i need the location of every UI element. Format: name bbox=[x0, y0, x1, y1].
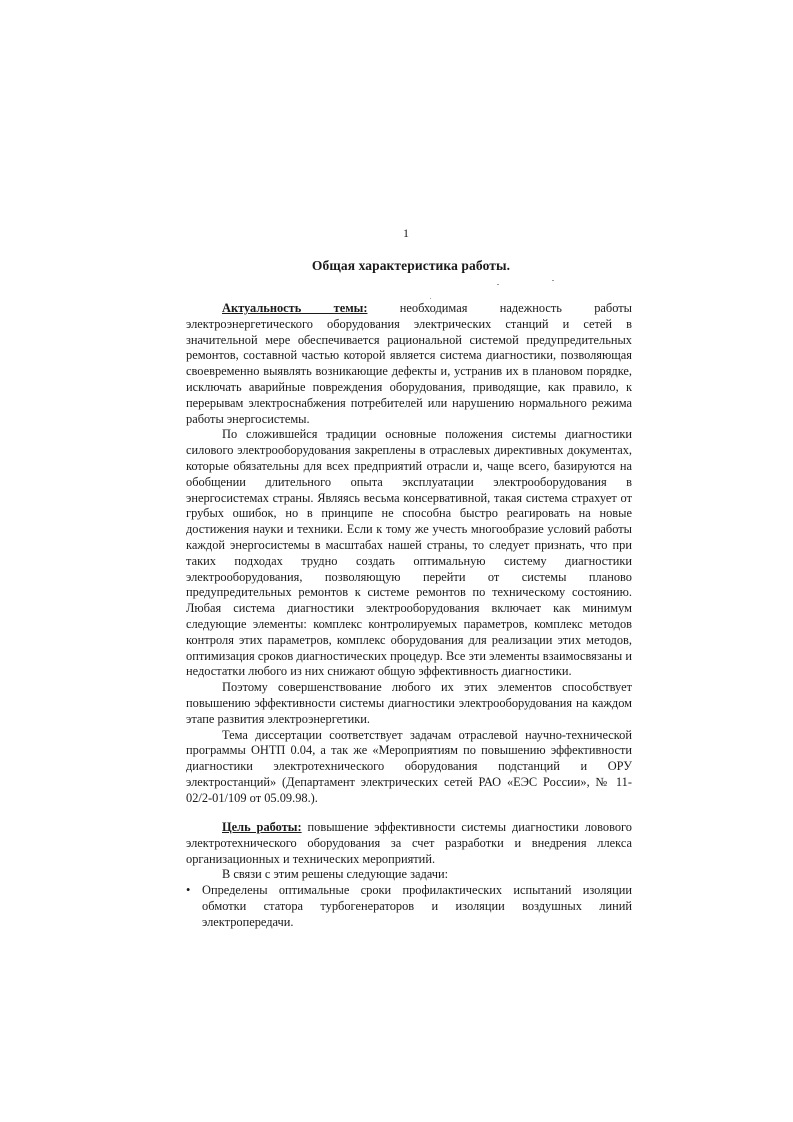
goal-heading: Цель работы: bbox=[222, 820, 302, 834]
goal-text: повышение эффективности системы диагностики ловового электротехнического оборудования за счет разработки и внедрения ллекса организационных и технических мероприятий. bbox=[186, 820, 632, 866]
paragraph-improvement: Поэтому совершенствование любого их этих элементов способствует повышению эффективности системы диагностики электрооборудования на каждом этапе развития электроэнергетики. bbox=[186, 680, 632, 726]
relevance-heading: Актуальность темы: bbox=[222, 301, 368, 315]
scan-speck bbox=[552, 280, 554, 281]
tasks-intro: В связи с этим решены следующие задачи: bbox=[222, 867, 449, 882]
scan-speck bbox=[430, 298, 431, 299]
paragraph-tradition: По сложившейся традиции основные положения системы диагностики силового электрооборудования закреплены в отраслевых директивных документах, которые обязательны для всех предприятий отрасли и, чаще всего, базируются на обобщении длительного опыта эксплуатации электрооборудования в энергосистемах страны. Являясь весьма консервативной, такая система страхует от грубых ошибок, но в принципе не способна быстро реагировать на новые достижения науки и техники. Если к тому же учесть многообразие условий работы каждой энергосистемы в масштабах нашей страны, то следует признать, что при таких подходах трудно создать оптимальную систему диагностики электрооборудования, позволяющую перейти от системы планово предупредительных ремонтов к системе ремонтов по техническому состоянию. Любая система диагностики электрооборудования включает как минимум следующие элементы: комплекс контролируемых параметров, комплекс методов контроля этих параметров, комплекс оборудования для реализации этих методов, оптимизация сроков диагностических процедур. Все эти элементы взаимосвязаны и недостатки любого из них снижают общую эффективность диагностики. bbox=[186, 427, 632, 679]
task-text: Определены оптимальные сроки профилактических испытаний изоляции обмотки статора турбогенераторов и изоляции воздушных линий электропередачи. bbox=[202, 883, 632, 929]
relevance-paragraph bbox=[186, 301, 632, 427]
goal-paragraph bbox=[186, 820, 632, 867]
task-item bbox=[186, 883, 632, 930]
page-title: Общая характеристика работы. bbox=[311, 258, 511, 273]
page-number: 1 bbox=[403, 226, 409, 240]
main-text-block bbox=[186, 301, 632, 807]
relevance-text: необходимая надежность работы электроэнергетического оборудования электрических станций и сетей в значительной мере обеспечивается рациональной системой предупредительных ремонтов, составной частью которой является система диагностики, позволяющая своевременно выявлять возникающие дефекты и, устранив их в плановом порядке, исключать аварийные повреждения оборудования, приводящие, как правило, к перерывам электроснабжения потребителей или нарушению нормального режима работы энергосистемы. bbox=[186, 301, 632, 426]
scan-speck bbox=[497, 284, 499, 285]
bullet-icon: • bbox=[186, 883, 191, 898]
goal-text-block bbox=[186, 820, 632, 931]
paragraph-dissertation-topic: Тема диссертации соответствует задачам отраслевой научно-технической программы ОНТП 0.04, а так же «Мероприятиям по повышению эффективности диагностики электротехнического оборудования подстанций и ОРУ электростанций» (Департамент электрических сетей РАО «ЕЭС России», № 11-02/2-01/109 от 05.09.98.). bbox=[186, 727, 632, 805]
